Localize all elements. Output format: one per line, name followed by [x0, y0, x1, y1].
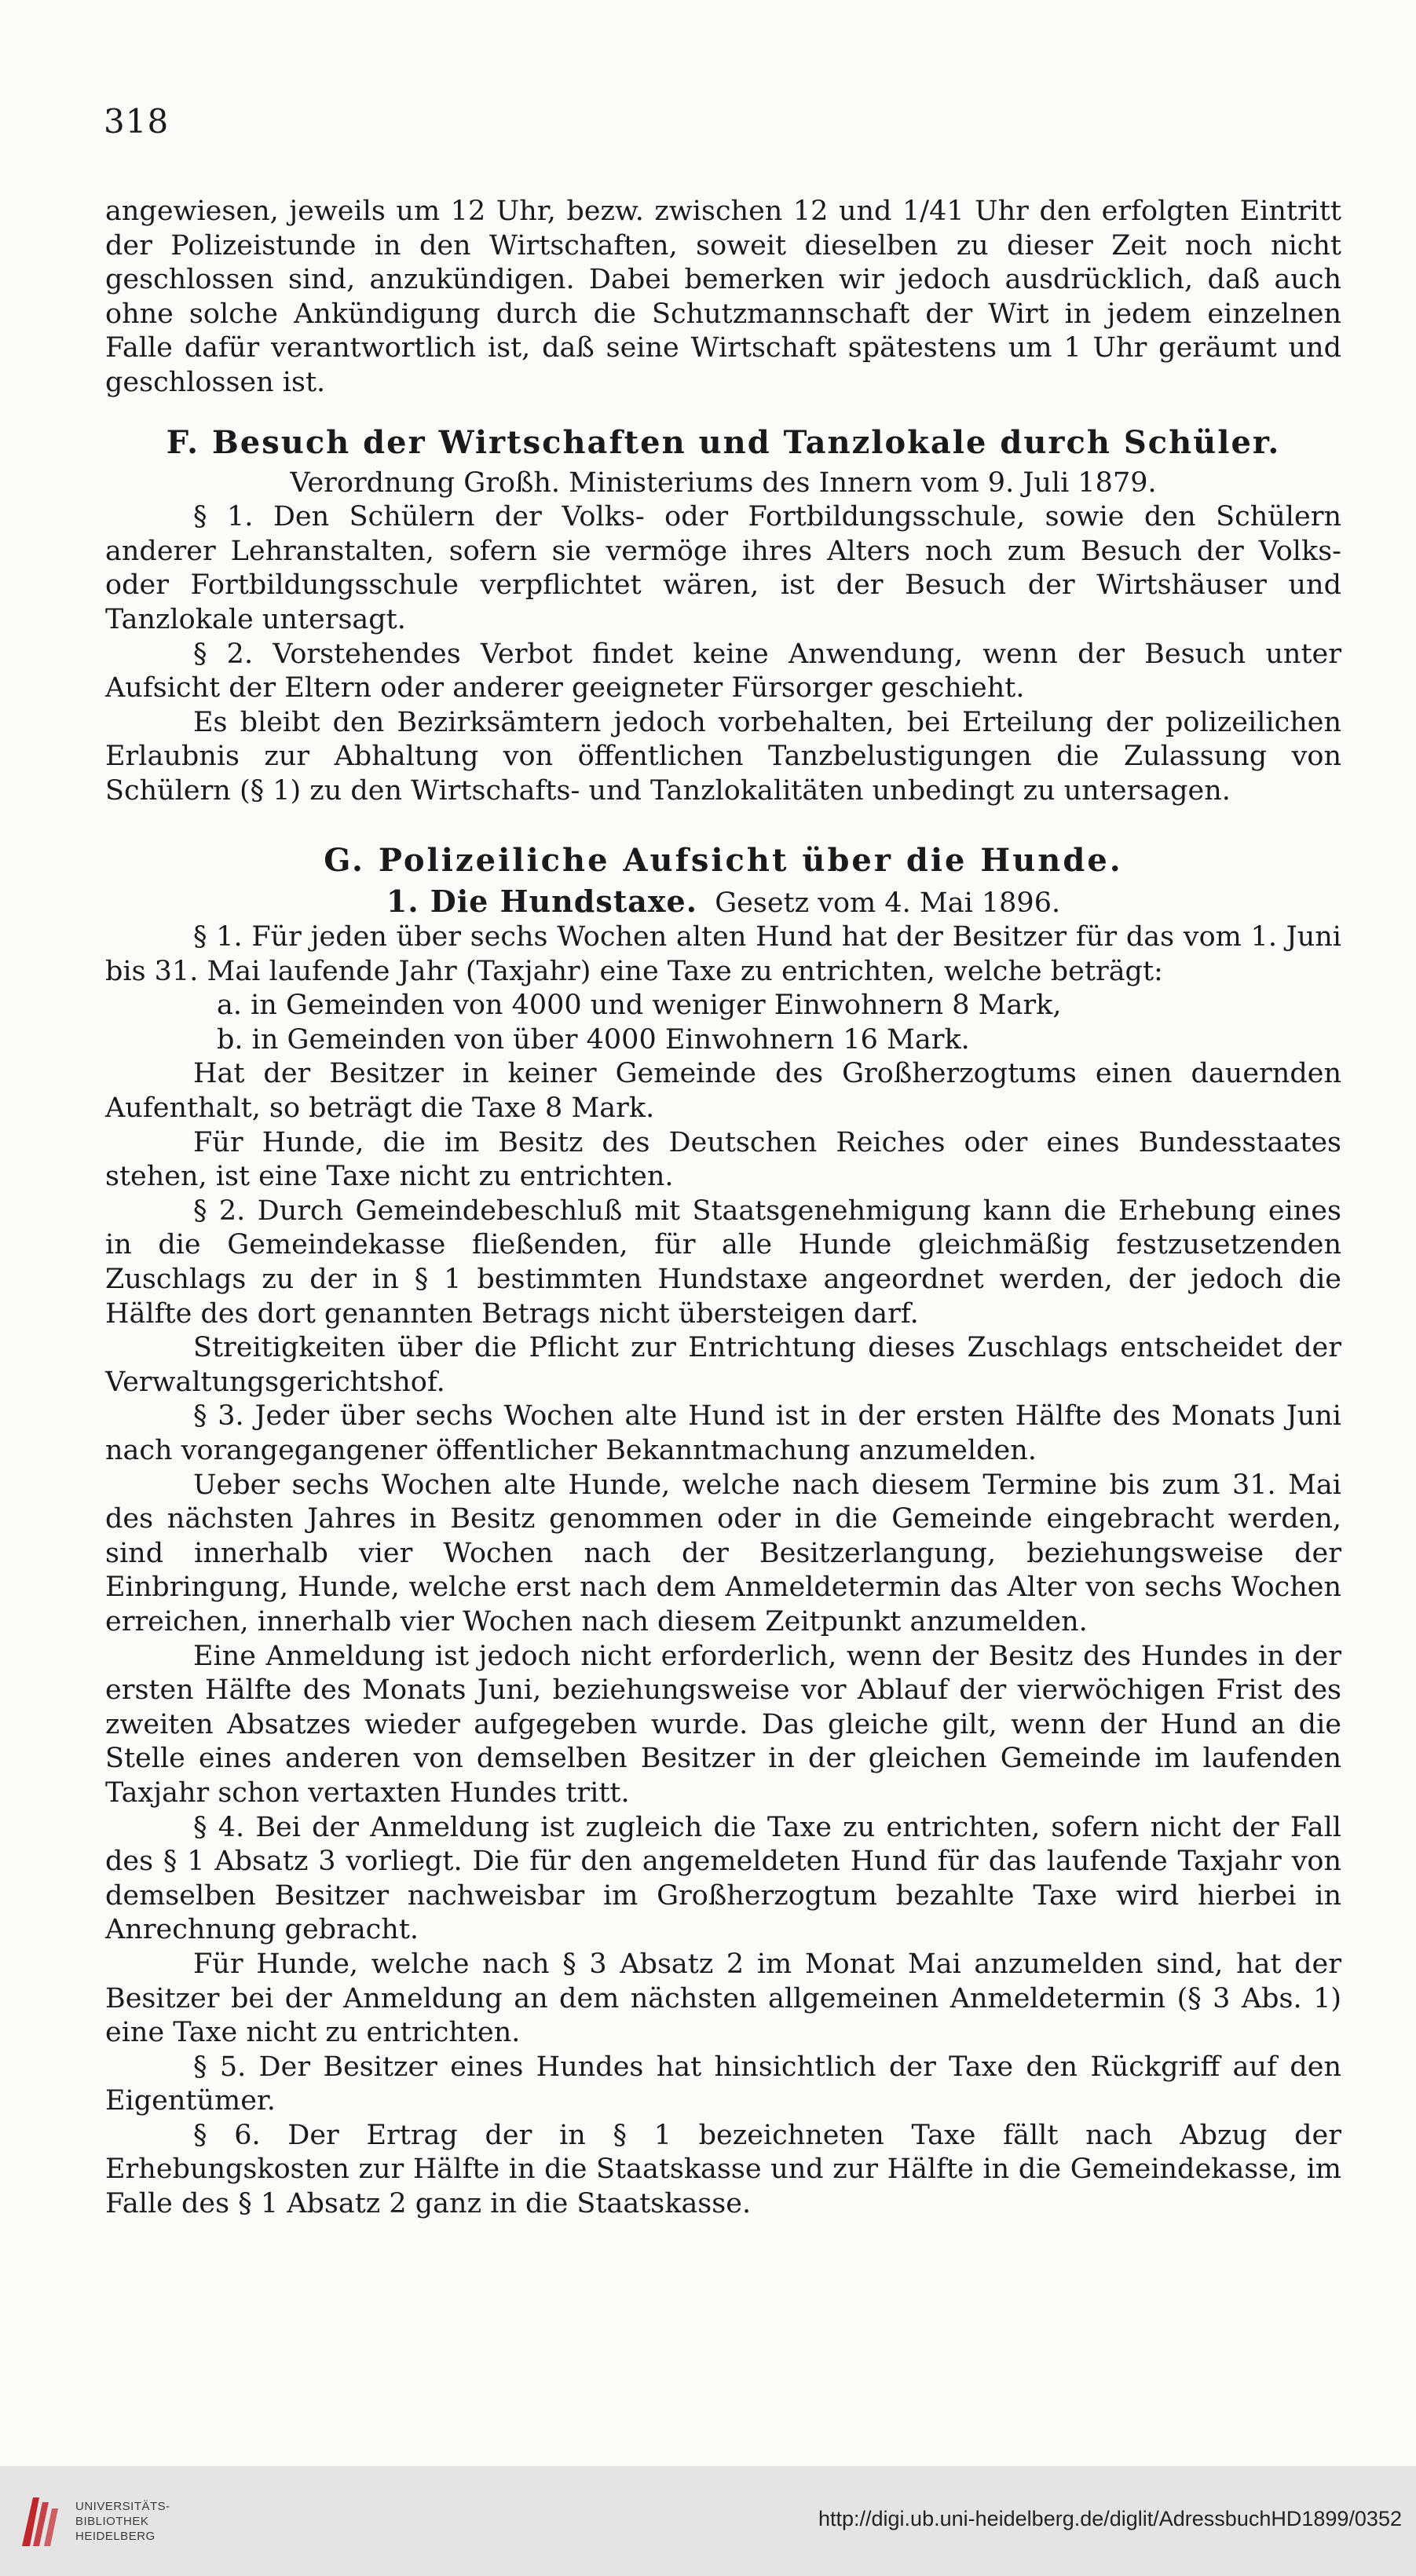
section-g-paragraph-7: Ueber sechs Wochen alte Hunde, welche nach diesem Termine bis zum 31. Mai des nächsten Jahres in Besitz genommen oder in die Gemeinde eingebracht werden, sind innerhalb vier Wochen nach der Besitzerlangung, beziehungsweise der Einbringung, Hunde, welche erst nach dem Anmeldetermin das Alter von sechs Wochen erreichen, innerhalb vier Wochen nach diesem Zeitpunkt anzumelden. — [105, 1469, 1341, 1637]
section-g-paragraph-10: Für Hunde, welche nach § 3 Absatz 2 im Monat Mai anzumelden sind, hat der Besitzer bei der Anmeldung an dem nächsten allgemeinen Anmeldetermin (§ 3 Abs. 1) eine Taxe nicht zu entrichten. — [105, 1948, 1341, 2049]
section-g-paragraph-2: Hat der Besitzer in keiner Gemeinde des Großherzogtums einen dauernden Aufenthalt, so beträgt die Taxe 8 Mark. — [105, 1058, 1341, 1125]
section-f-ordinance: Verordnung Großh. Ministeriums des Innern vom 9. Juli 1879. — [290, 467, 1157, 499]
section-f — [105, 423, 1341, 809]
subheading-title: 1. Die Hundstaxe. — [386, 883, 697, 919]
section-f-paragraph-3: Es bleibt den Bezirksämtern jedoch vorbehalten, bei Erteilung der polizeilichen Erlaubnis zur Abhaltung von öffentlichen Tanzbelustigungen die Zulassung von Schülern (§ 1) zu den Wirtschafts- und Tanzlokalitäten unbedingt zu untersagen. — [105, 706, 1341, 807]
page-content — [105, 195, 1341, 2222]
section-f-heading: F. Besuch der Wirtschaften und Tanzlokale durch Schüler. — [166, 423, 1281, 461]
source-url-link[interactable]: http://digi.ub.uni-heidelberg.de/diglit/AdressbuchHD1899/0352 — [818, 2507, 1402, 2530]
section-f-paragraph-2: § 2. Vorstehendes Verbot findet keine Anwendung, wenn der Besuch unter Aufsicht der Eltern oder anderer geeigneter Fürsorger geschieht. — [105, 638, 1341, 704]
viewer-footer — [0, 2466, 1416, 2576]
section-g-paragraph-4: § 2. Durch Gemeindebeschluß mit Staatsgenehmigung kann die Erhebung eines in die Gemeindekasse fließenden, für alle Hunde gleichmäßig festzusetzenden Zuschlags zu der in § 1 bestimmten Hundstaxe angeordnet werden, der jedoch die Hälfte des dort genannten Betrags nicht übersteigen darf. — [105, 1195, 1341, 1330]
page-number: 318 — [104, 102, 170, 141]
library-name — [75, 2499, 170, 2544]
section-g-paragraph-6: § 3. Jeder über sechs Wochen alte Hund ist in der ersten Hälfte des Monats Juni nach vorangegangener öffentlicher Bekanntmachung anzumelden. — [105, 1400, 1341, 1466]
tax-rate-item-b: b. in Gemeinden von über 4000 Einwohnern 16 Mark. — [217, 1023, 970, 1056]
section-g-paragraph-9: § 4. Bei der Anmeldung ist zugleich die Taxe zu entrichten, sofern nicht der Fall des § 1 Absatz 3 vorliegt. Die für den angemeldeten Hund für das laufende Taxjahr von demselben Besitzer nachweisbar im Großherzogtum bezahlte Taxe wird hierbei in Anrechnung gebracht. — [105, 1811, 1341, 1946]
section-g-paragraph-5: Streitigkeiten über die Pflicht zur Entrichtung dieses Zuschlags entscheidet der Verwaltungsgerichtshof. — [105, 1332, 1341, 1398]
library-name-line-1: UNIVERSITÄTS- — [75, 2500, 170, 2513]
tax-rate-list — [105, 989, 1341, 1057]
section-g-paragraph-11: § 5. Der Besitzer eines Hundes hat hinsichtlich der Taxe den Rückgriff auf den Eigentümer. — [105, 2051, 1341, 2117]
intro-paragraph: angewiesen, jeweils um 12 Uhr, bezw. zwischen 12 und 1/41 Uhr den erfolgten Eintritt der Polizeistunde in den Wirtschaften, soweit dieselben zu dieser Zeit noch nicht geschlossen sind, anzukündigen. Dabei bemerken wir jedoch ausdrücklich, daß auch ohne solche Ankündigung durch die Schutzmannschaft der Wirt in jedem einzelnen Falle dafür verantwortlich ist, daß seine Wirtschaft spätestens um 1 Uhr geräumt und geschlossen ist. — [105, 196, 1341, 398]
section-g-paragraph-12: § 6. Der Ertrag der in § 1 bezeichneten Taxe fällt nach Abzug der Erhebungskosten zur Hälfte in die Staatskasse und zur Hälfte in die Gemeindekasse, im Falle des § 1 Absatz 2 ganz in die Staatskasse. — [105, 2119, 1341, 2220]
section-g-paragraph-3: Für Hunde, die im Besitz des Deutschen Reiches oder eines Bundesstaates stehen, ist eine Taxe nicht zu entrichten. — [105, 1126, 1341, 1193]
section-g-paragraph-8: Eine Anmeldung ist jedoch nicht erforderlich, wenn der Besitz des Hundes in der ersten Hälfte des Monats Juni, beziehungsweise vor Ablauf der vierwöchigen Frist des zweiten Absatzes wieder aufgegeben wurde. Das gleiche gilt, wenn der Hund an die Stelle eines anderen von demselben Besitzer in der gleichen Gemeinde im laufenden Taxjahr schon vertaxten Hundes tritt. — [105, 1640, 1341, 1809]
library-name-line-3: HEIDELBERG — [75, 2530, 156, 2543]
library-logo-icon[interactable] — [17, 2491, 61, 2551]
section-g-heading: G. Polizeiliche Aufsicht über die Hunde. — [324, 841, 1123, 879]
section-f-paragraph-1: § 1. Den Schülern der Volks- oder Fortbildungsschule, sowie den Schülern anderer Lehranstalten, sofern sie vermöge ihres Alters noch zum Besuch der Volks- oder Fortbildungsschule verpflichtet wären, ist der Besuch der Wirtshäuser und Tanzlokale untersagt. — [105, 501, 1341, 635]
section-g-paragraph-1: § 1. Für jeden über sechs Wochen alten Hund hat der Besitzer für das vom 1. Juni bis 31. Mai laufende Jahr (Taxjahr) eine Taxe zu entrichten, welche beträgt: — [105, 921, 1341, 987]
section-g-subheading — [105, 884, 1341, 921]
subheading-law: Gesetz vom 4. Mai 1896. — [715, 887, 1061, 919]
tax-rate-item-a: a. in Gemeinden von 4000 und weniger Einwohnern 8 Mark, — [217, 990, 1062, 1022]
library-name-line-2: BIBLIOTHEK — [75, 2515, 149, 2528]
section-g — [105, 840, 1341, 2222]
